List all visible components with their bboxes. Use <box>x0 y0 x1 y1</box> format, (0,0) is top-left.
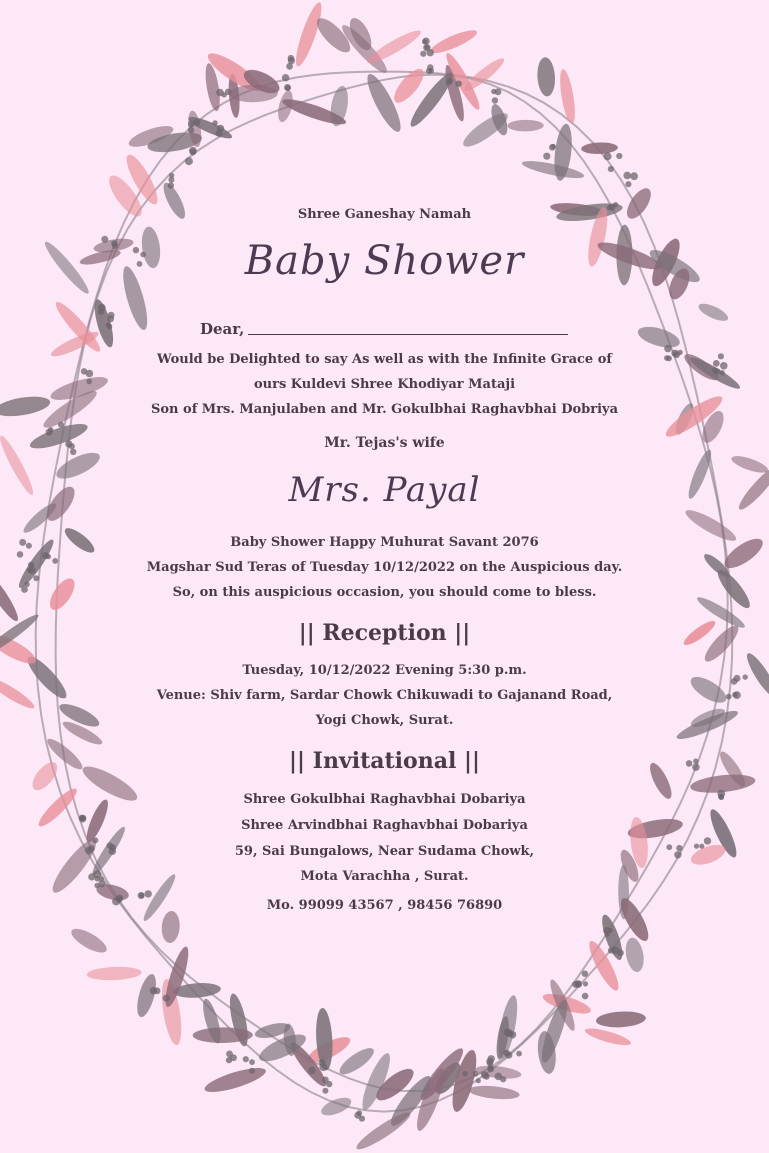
intro-line: Son of Mrs. Manjulaben and Mr. Gokulbhai Raghavbhai Dobriya <box>150 402 619 417</box>
intro-line: ours Kuldevi Shree Khodiyar Mataji <box>253 377 516 392</box>
reception-line: Venue: Shiv farm, Sardar Chowk Chikuwadi to Gajanand Road, <box>156 688 613 703</box>
invitational-line: 59, Sai Bungalows, Near Sudama Chowk, <box>234 844 535 859</box>
blessing-text: Shree Ganeshay Namah <box>297 207 472 222</box>
reception-line: Yogi Chowk, Surat. <box>315 713 454 728</box>
reception-line: Tuesday, 10/12/2022 Evening 5:30 p.m. <box>242 663 527 678</box>
salutation: Dear, <box>200 320 245 338</box>
name-blank-line <box>248 334 568 335</box>
relation-text: Mr. Tejas's wife <box>324 435 445 451</box>
invitational-line: Shree Gokulbhai Raghavbhai Dobariya <box>243 792 526 807</box>
invitational-line: Shree Arvindbhai Raghavbhai Dobariya <box>241 818 528 833</box>
intro-line: Would be Delighted to say As well as with the Infinite Grace of <box>157 352 612 367</box>
invitational-heading: || Invitational || <box>289 748 480 774</box>
muhurat-line: Magshar Sud Teras of Tuesday 10/12/2022 on the Auspicious day. <box>146 560 623 575</box>
reception-heading: || Reception || <box>298 620 471 646</box>
honoree-name: Mrs. Payal <box>288 470 481 510</box>
event-title: Baby Shower <box>244 238 525 284</box>
contact-numbers: Mo. 99099 43567 , 98456 76890 <box>266 898 503 913</box>
muhurat-line: So, on this auspicious occasion, you should come to bless. <box>172 585 597 600</box>
muhurat-line: Baby Shower Happy Muhurat Savant 2076 <box>230 535 539 550</box>
invitational-line: Mota Varachha , Surat. <box>300 869 469 884</box>
